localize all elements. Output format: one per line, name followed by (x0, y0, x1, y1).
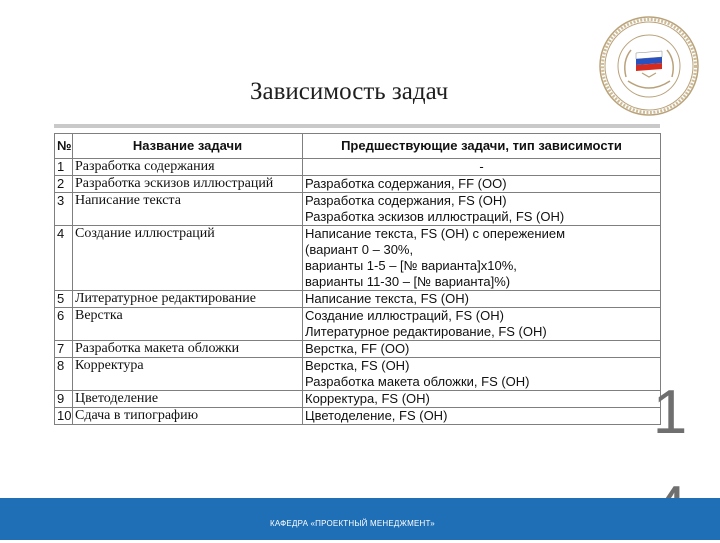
task-predecessors (303, 193, 661, 226)
task-predecessors (303, 308, 661, 341)
task-name: Разработка эскизов иллюстраций (73, 176, 303, 193)
task-predecessors (303, 341, 661, 358)
task-name: Разработка содержания (73, 159, 303, 176)
predecessor-line: - (479, 159, 484, 174)
table-row (55, 159, 661, 176)
predecessor-line: (вариант 0 – 30%, (305, 242, 414, 257)
table-top-rule (54, 124, 660, 128)
predecessor-line: Разработка содержания, FF (OO) (305, 176, 507, 191)
predecessor-line: Корректура, FS (OH) (305, 391, 430, 406)
predecessor-line: Разработка содержания, FS (OH) (305, 193, 507, 208)
table-row (55, 391, 661, 408)
task-predecessors (303, 226, 661, 291)
task-predecessors (303, 358, 661, 391)
task-name: Сдача в типографию (73, 408, 303, 425)
page-number (650, 378, 690, 447)
task-number: 5 (55, 291, 73, 308)
predecessor-line: Написание текста, FS (OH) с опережением (305, 226, 566, 241)
predecessor-line: Литературное редактирование, FS (OH) (305, 324, 547, 339)
header-number: № (55, 134, 73, 159)
slide-title: Зависимость задач (250, 78, 449, 105)
university-emblem (598, 15, 700, 117)
table-row (55, 291, 661, 308)
table-row (55, 193, 661, 226)
task-predecessors (303, 408, 661, 425)
table-body (55, 159, 661, 425)
task-number: 1 (55, 159, 73, 176)
task-name: Литературное редактирование (73, 291, 303, 308)
task-number: 7 (55, 341, 73, 358)
task-name: Написание текста (73, 193, 303, 226)
table-row (55, 176, 661, 193)
predecessor-line: Создание иллюстраций, FS (OH) (305, 308, 504, 323)
header-predecessors: Предшествующие задачи, тип зависимости (303, 134, 661, 159)
header-task-name: Название задачи (73, 134, 303, 159)
task-number: 10 (55, 408, 73, 425)
task-number: 9 (55, 391, 73, 408)
task-predecessors (303, 391, 661, 408)
predecessor-line: Верстка, FF (OO) (305, 341, 410, 356)
predecessor-line: Разработка эскизов иллюстраций, FS (OH) (305, 209, 565, 224)
task-name: Корректура (73, 358, 303, 391)
task-name: Создание иллюстраций (73, 226, 303, 291)
task-dependency-table (54, 133, 661, 425)
table-row (55, 408, 661, 425)
predecessor-line: Верстка, FS (OH) (305, 358, 410, 373)
table-row (55, 341, 661, 358)
task-name: Цветоделение (73, 391, 303, 408)
task-name: Верстка (73, 308, 303, 341)
task-number: 8 (55, 358, 73, 391)
task-predecessors (303, 159, 661, 176)
page-number-digit-1: 1 (652, 378, 688, 447)
task-name: Разработка макета обложки (73, 341, 303, 358)
task-number: 6 (55, 308, 73, 341)
task-number: 3 (55, 193, 73, 226)
predecessor-line: варианты 11-30 – [№ варианта]%) (305, 274, 511, 289)
task-predecessors (303, 291, 661, 308)
table-row (55, 226, 661, 291)
table-row (55, 308, 661, 341)
task-number: 4 (55, 226, 73, 291)
predecessor-line: варианты 1-5 – [№ варианта]x10%, (305, 258, 517, 273)
task-predecessors (303, 176, 661, 193)
predecessor-line: Написание текста, FS (OH) (305, 291, 469, 306)
table-header-row (55, 134, 661, 159)
task-number: 2 (55, 176, 73, 193)
footer-department-label: КАФЕДРА «ПРОЕКТНЫЙ МЕНЕДЖМЕНТ» (270, 519, 435, 528)
table-row (55, 358, 661, 391)
predecessor-line: Цветоделение, FS (OH) (305, 408, 448, 423)
predecessor-line: Разработка макета обложки, FS (OH) (305, 374, 530, 389)
